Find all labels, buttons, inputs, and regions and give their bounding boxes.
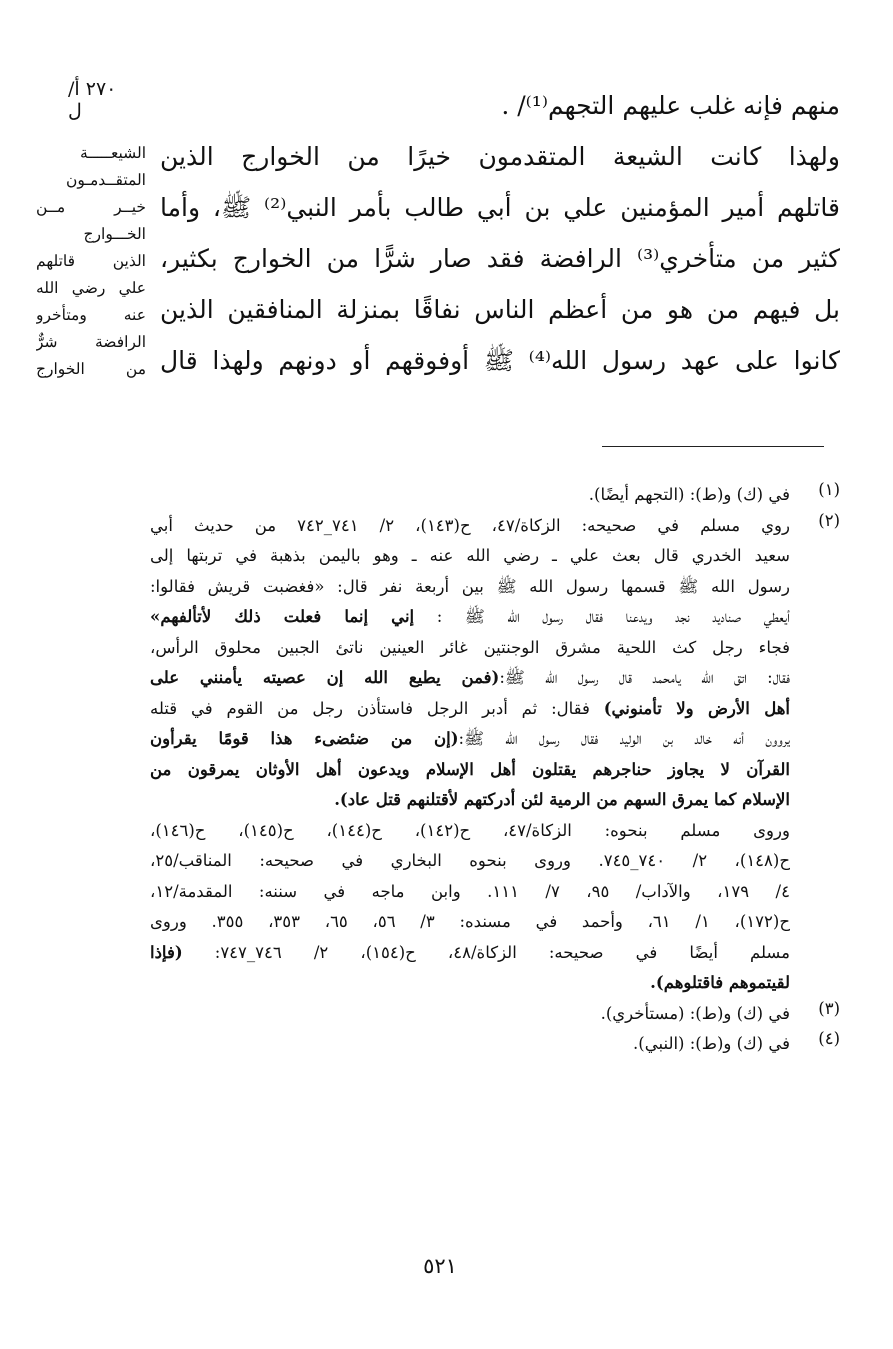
hadith-quote: (فإذا xyxy=(150,942,183,962)
footnote-text: يروون أنه خالد بن الوليد فقال رسول الله ﷺ: xyxy=(458,729,790,748)
manuscript-folio-reference: ٢٧٠ أ/ ل xyxy=(68,78,117,122)
hadith-quote: (فمن يطيع الله إن عصيته يأمنني على xyxy=(150,668,500,687)
footnote-line xyxy=(150,663,790,694)
main-text-line: منهم فإنه غلب عليهم التجهم⁽¹⁾/ . xyxy=(501,91,840,120)
hadith-quote: أهل الأرض ولا تأمنوني) xyxy=(603,698,790,718)
hadith-quote: إني إنما فعلت ذلك لأتألفهم» xyxy=(150,607,415,626)
footnote-2 xyxy=(150,511,840,999)
footnote-line: الإسلام كما يمرق السهم من الرمية لئن أدركتهم لأقتلنهم قتل عاد). xyxy=(334,790,790,809)
footnote-line: روي مسلم في صحيحه: الزكاة/٤٧، ح(١٤٣)، ٢/ ٧٤١_٧٤٢ من حديث أبي xyxy=(150,515,790,535)
footnote-line: سعيد الخدري قال بعث علي ـ رضي الله عنه ـ وهو باليمن بذهبة في تربتها إلى xyxy=(150,546,790,565)
margin-note-line: من الخوارج xyxy=(36,360,146,378)
main-text-block xyxy=(160,80,840,386)
margin-note-line: الشيعـــــة xyxy=(79,144,146,162)
footnote-line xyxy=(150,694,790,725)
footnote-number: (٣) xyxy=(818,998,840,1018)
footnote-line: رسول الله ﷺ قسمها رسول الله ﷺ بين أربعة نفر قال: «فغضبت قريش فقالوا: xyxy=(150,576,790,596)
main-text-line: ولهذا كانت الشيعة المتقدمون خيرًا من الخوارج الذين xyxy=(160,142,840,171)
footnote-text: مسلم أيضًا في صحيحه: الزكاة/٤٨، ح(١٥٤)، ٢/ ٧٤٦_٧٤٧: xyxy=(214,942,790,962)
footnote-line: ح(١٤٨)، ٢/ ٧٤٠_٧٤٥. وروى بنحوه البخاري في صحيحه: المناقب/٢٥، xyxy=(150,851,790,870)
footnote-line: ح(١٧٢)، ١/ ٦١، وأحمد في مسنده: ٣/ ٥٦، ٦٥، ٣٥٣، ٣٥٥. وروى xyxy=(150,912,790,931)
footnote-4 xyxy=(150,1029,840,1060)
footnote-line: في (ك) و(ط): (مستأخري). xyxy=(600,1003,790,1023)
footnote-line: القرآن لا يجاوز حناجرهم يقتلون أهل الإسلام ويدعون أهل الأوثان يمرقون من xyxy=(150,759,790,779)
margin-note-line: الخـــوارج xyxy=(83,225,146,243)
footnote-number: (٢) xyxy=(818,510,840,530)
hadith-quote: (إن من ضئضىء هذا قومًا يقرأون xyxy=(150,729,459,748)
footnote-text: أيعطي صناديد نجد ويدعنا فقال رسول الله ﷺ : xyxy=(436,607,790,626)
margin-note-line: عنه ومتأخرو xyxy=(36,306,146,324)
footnote-line: في (ك) و(ط): (التجهم أيضًا). xyxy=(588,485,790,504)
footnote-line xyxy=(150,602,790,633)
page-number: ٥٢١ xyxy=(423,1254,457,1278)
footnote-3 xyxy=(150,999,840,1030)
footnote-divider xyxy=(602,446,824,447)
margin-note-line: الذين قاتلهم xyxy=(36,252,146,270)
main-text-line: كانوا على عهد رسول الله⁽⁴⁾ ﷺ أوفوقهم أو دونهم ولهذا قال xyxy=(160,346,840,375)
footnote-number: (٤) xyxy=(818,1029,840,1048)
margin-note-line: المتقــدمـون xyxy=(66,171,146,189)
footnotes-section xyxy=(150,480,840,1060)
footnote-text: فقال: اتق الله يامحمد قال رسول الله ﷺ: xyxy=(499,668,790,687)
main-text-line: قاتلهم أمير المؤمنين علي بن أبي طالب بأمر النبي⁽²⁾ ﷺ، وأما xyxy=(160,193,840,222)
footnote-line: وروى مسلم بنحوه: الزكاة/٤٧، ح(١٤٢)، ح(١٤٤)، ح(١٤٥)، ح(١٤٦)، xyxy=(150,820,790,840)
main-text-line: كثير من متأخري⁽³⁾ الرافضة فقد صار شرًّا من الخوارج بكثير، xyxy=(160,244,840,273)
footnote-1 xyxy=(150,480,840,511)
footnote-line: لقيتموهم فاقتلوهم). xyxy=(650,973,790,992)
footnote-line xyxy=(150,938,790,969)
margin-note-line: الرافضة شرٌّ xyxy=(36,333,146,351)
footnote-line: ٤/ ١٧٩، والآداب/ ٩٥، ٧/ ١١١. وابن ماجه في سننه: المقدمة/١٢، xyxy=(150,881,790,901)
footnote-text: فقال: ثم أدبر الرجل فاستأذن رجل من القوم في قتله xyxy=(150,698,590,718)
main-text-line: بل فيهم من هو من أعظم الناس نفاقًا بمنزلة المنافقين الذين xyxy=(160,295,840,324)
footnote-line: في (ك) و(ط): (النبي). xyxy=(633,1034,790,1053)
footnote-line: فجاء رجل كث اللحية مشرق الوجنتين غائر العينين ناتئ الجبين محلوق الرأس، xyxy=(150,637,790,657)
margin-note-line: خيــر مــن xyxy=(36,198,146,216)
margin-note-line: علي رضي الله xyxy=(36,279,146,297)
footnote-number: (١) xyxy=(818,480,840,499)
margin-summary-note xyxy=(36,140,146,383)
footnote-line xyxy=(150,724,790,755)
